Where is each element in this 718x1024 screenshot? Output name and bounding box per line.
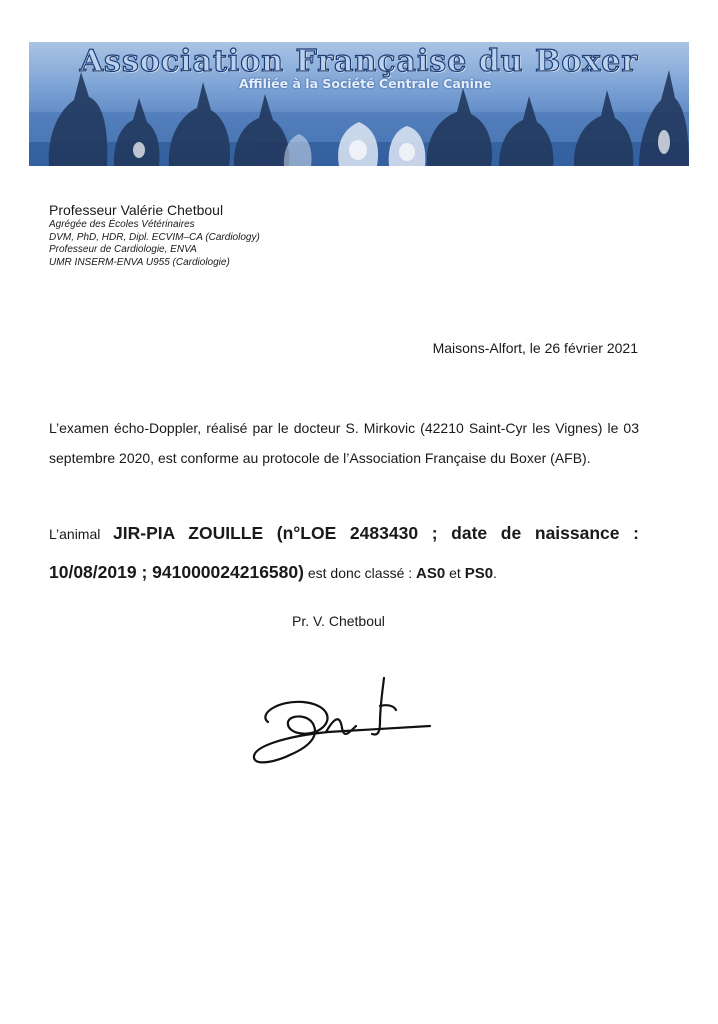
paragraph-prefix: L’animal [49,526,114,542]
author-credential: DVM, PhD, HDR, Dipl. ECVIM–CA (Cardiology) [49,231,260,243]
paragraph-end: . [493,565,497,581]
banner-subtitle: Affiliée à la Société Centrale Canine [239,76,492,91]
aortic-class: AS0 [416,565,446,582]
place-date: Maisons-Alfort, le 26 février 2021 [432,340,638,356]
author-block [49,201,260,269]
author-credential: UMR INSERM-ENVA U955 (Cardiologie) [49,256,230,268]
header-banner [29,42,689,166]
pulmonic-class: PS0 [464,565,494,582]
banner-title: Association Française du Boxer [79,44,639,79]
handwritten-signature [248,674,438,774]
signatory-name: Pr. V. Chetboul [292,613,385,629]
author-credential: Professeur de Cardiologie, ENVA [49,244,197,255]
paragraph-conj: et [445,565,465,581]
animal-identification: JIR-PIA ZOUILLE (n°LOE 2483430 ; date de naissance : 10/08/2019 ; 941000024216580) [49,523,639,582]
paragraph-middle: est donc classé : [303,565,417,581]
classification-paragraph [49,514,639,593]
exam-paragraph: L’examen écho-Doppler, réalisé par le docteur S. Mirkovic (42210 Saint-Cyr les Vignes) le 03 septembre 2020, est conforme au protocole de l’Association Française du Boxer (AFB). [49,420,639,466]
author-credential: Agrégée des Écoles Vétérinaires [49,219,195,230]
author-name: Professeur Valérie Chetboul [49,202,224,218]
